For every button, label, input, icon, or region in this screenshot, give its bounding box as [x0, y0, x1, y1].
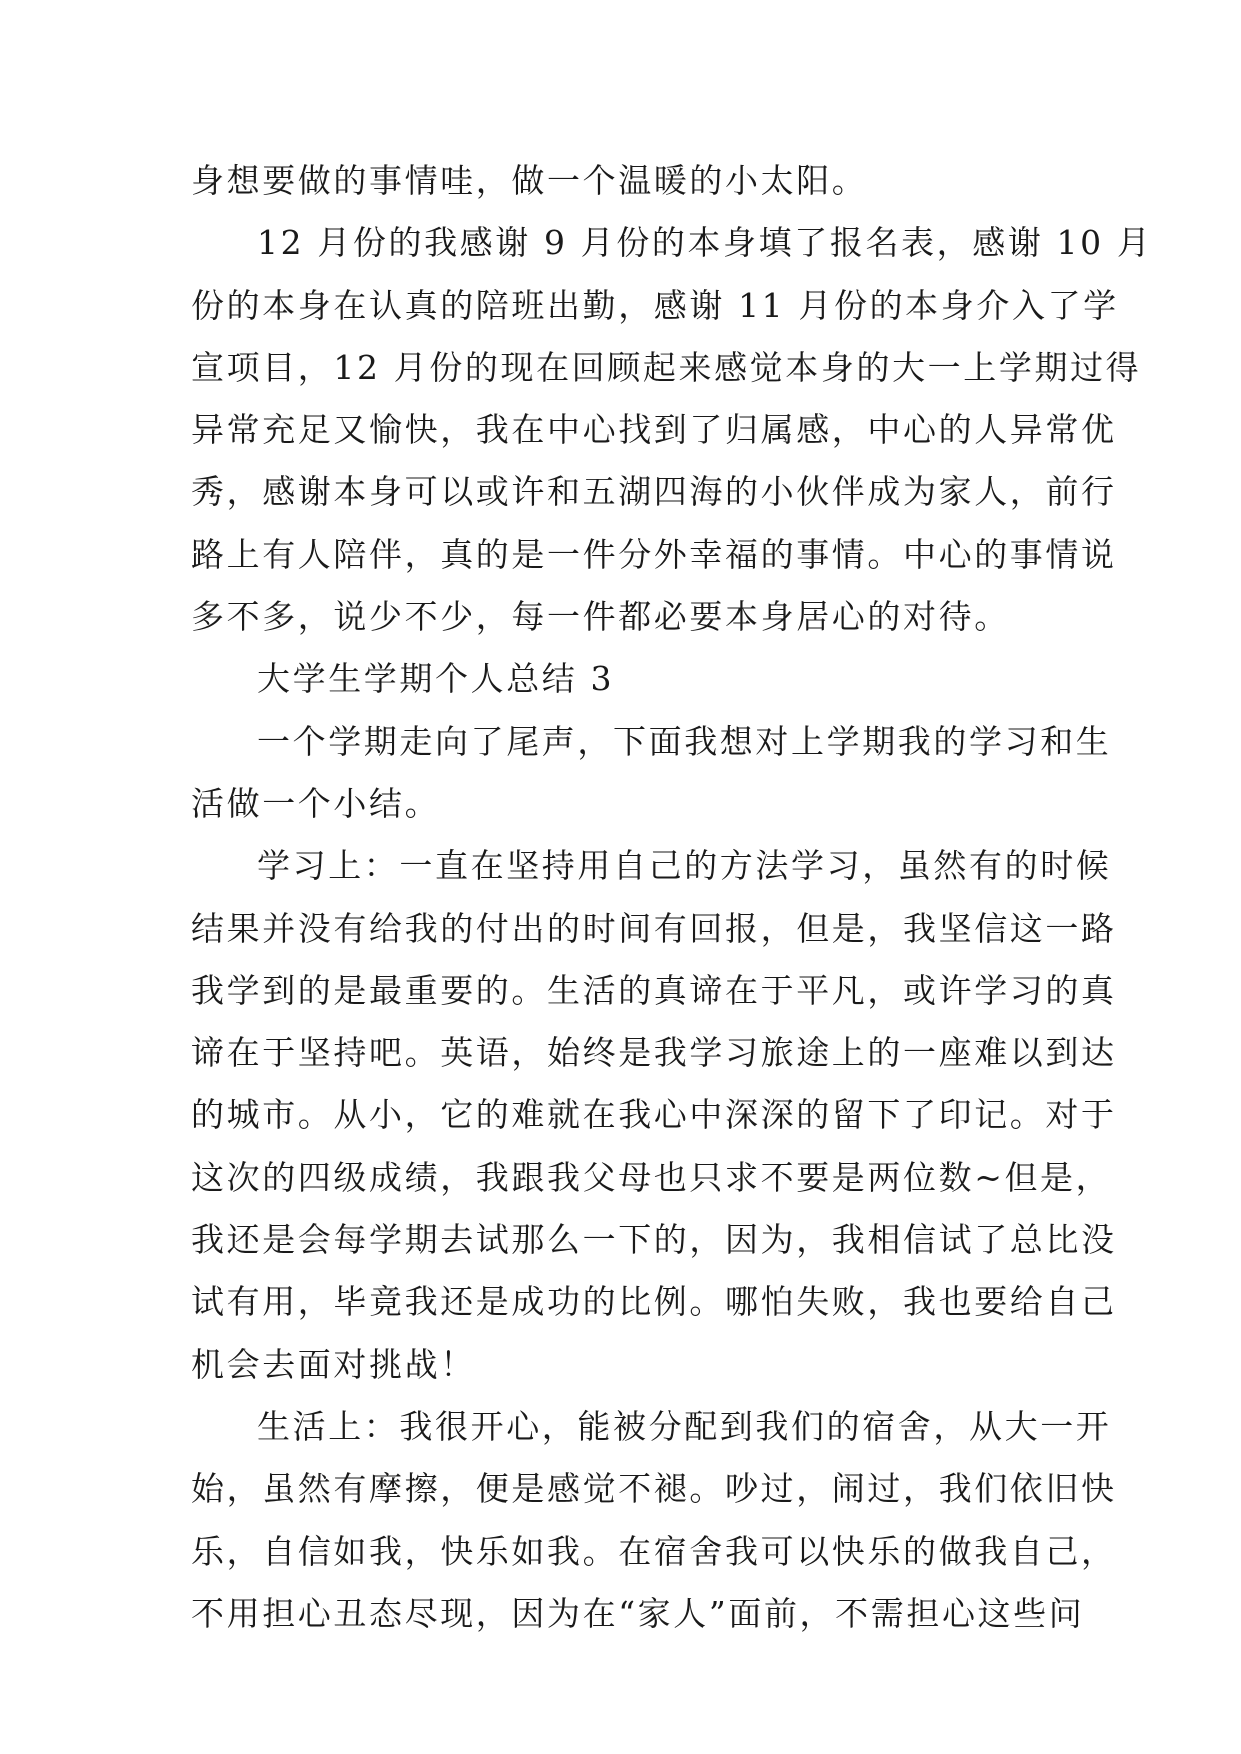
text-line: 结果并没有给我的付出的时间有回报，但是，我坚信这一路 — [191, 908, 1117, 948]
text-line: 路上有人陪伴，真的是一件分外幸福的事情。中心的事情说 — [191, 534, 1117, 574]
text-line: 我学到的是最重要的。生活的真谛在于平凡，或许学习的真 — [191, 970, 1117, 1010]
text-line: 身想要做的事情哇，做一个温暖的小太阳。 — [191, 161, 868, 200]
text-line: 多不多，说少不少，每一件都必要本身居心的对待。 — [191, 597, 1010, 637]
text-line: 12 月份的我感谢 9 月份的本身填了报名表，感谢 10 月 — [257, 223, 1153, 263]
text-line: 谛在于坚持吧。英语，始终是我学习旅途上的一座难以到达 — [191, 1033, 1117, 1073]
text-line: 这次的四级成绩，我跟我父母也只求不要是两位数~但是， — [191, 1157, 1112, 1197]
text-line: 试有用，毕竟我还是成功的比例。哪怕失败，我也要给自己 — [191, 1282, 1117, 1322]
text-line: 活做一个小结。 — [191, 783, 441, 823]
text-line: 份的本身在认真的陪班出勤，感谢 11 月份的本身介入了学 — [191, 285, 1119, 325]
text-line: 不用担心丑态尽现，因为在“家人”面前，不需担心这些问 — [191, 1593, 1085, 1633]
text-line: 机会去面对挑战！ — [191, 1344, 476, 1384]
text-line: 的城市。从小，它的难就在我心中深深的留下了印记。对于 — [191, 1095, 1117, 1135]
text-line: 始，虽然有摩擦，便是感觉不褪。吵过，闹过，我们依旧快 — [191, 1469, 1117, 1509]
text-line: 一个学期走向了尾声，下面我想对上学期我的学习和生 — [257, 721, 1112, 761]
text-line: 乐，自信如我，快乐如我。在宿舍我可以快乐的做我自己， — [191, 1531, 1117, 1571]
text-line: 我还是会每学期去试那么一下的，因为，我相信试了总比没 — [191, 1220, 1117, 1260]
text-line: 异常充足又愉快，我在中心找到了归属感，中心的人异常优 — [191, 410, 1117, 450]
text-line: 宣项目，12 月份的现在回顾起来感觉本身的大一上学期过得 — [191, 347, 1142, 387]
text-line: 学习上：一直在坚持用自己的方法学习，虽然有的时候 — [257, 846, 1112, 886]
text-line: 生活上：我很开心，能被分配到我们的宿舍，从大一开 — [257, 1406, 1112, 1446]
document-body — [191, 150, 1153, 1645]
section-heading: 大学生学期个人总结 3 — [257, 659, 615, 699]
text-line: 秀，感谢本身可以或许和五湖四海的小伙伴成为家人，前行 — [191, 472, 1117, 512]
